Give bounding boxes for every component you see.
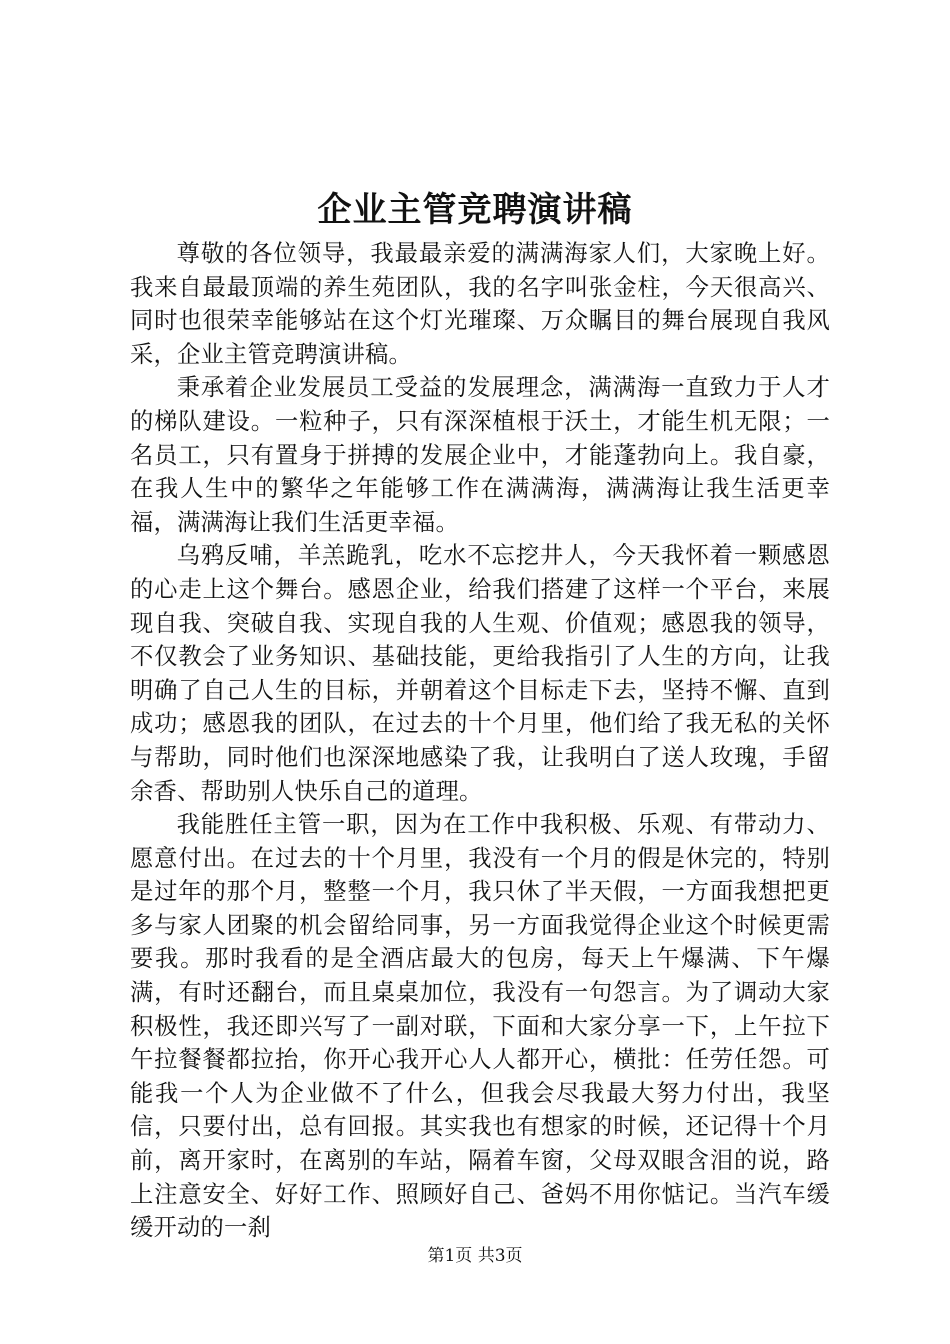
document-title: 企业主管竞聘演讲稿 (317, 190, 633, 230)
document-body (130, 237, 830, 1245)
page-footer: 第1页 共3页 (427, 1246, 523, 1266)
paragraph-4: 我能胜任主管一职，因为在工作中我积极、乐观、有带动力、愿意付出。在过去的十个月里，我没有一个月的假是休完的，特别是过年的那个月，整整一个月，我只休了半天假，一方面我想把更多与家人团聚的机会留给同事，另一方面我觉得企业这个时候更需要我。那时我看的是全酒店最大的包房，每天上午爆满、下午爆满，有时还翻台，而且桌桌加位，我没有一句怨言。为了调动大家积极性，我还即兴写了一副对联，下面和大家分享一下，上午拉下午拉餐餐都拉抬，你开心我开心人人都开心，横批：任劳任怨。可能我一个人为企业做不了什么，但我会尽我最大努力付出，我坚信，只要付出，总有回报。其实我也有想家的时候，还记得十个月前，离开家时，在离别的车站，隔着车窗，父母双眼含泪的说，路上注意安全、好好工作、照顾好自己、爸妈不用你惦记。当汽车缓缓开动的一刹 (130, 811, 830, 1242)
paragraph-3: 乌鸦反哺，羊羔跪乳，吃水不忘挖井人，今天我怀着一颗感恩的心走上这个舞台。感恩企业，给我们搭建了这样一个平台，来展现自我、突破自我、实现自我的人生观、价值观；感恩我的领导，不仅教会了业务知识、基础技能，更给我指引了人生的方向，让我明确了自己人生的目标，并朝着这个目标走下去，坚持不懈、直到成功；感恩我的团队，在过去的十个月里，他们给了我无私的关怀与帮助，同时他们也深深地感染了我，让我明白了送人玫瑰，手留余香、帮助别人快乐自己的道理。 (130, 542, 830, 805)
paragraph-1: 尊敬的各位领导，我最最亲爱的满满海家人们，大家晚上好。我来自最最顶端的养生苑团队，我的名字叫张金柱，今天很高兴、同时也很荣幸能够站在这个灯光璀璨、万众瞩目的舞台展现自我风采，企业主管竞聘演讲稿。 (130, 240, 830, 368)
paragraph-2: 秉承着企业发展员工受益的发展理念，满满海一直致力于人才的梯队建设。一粒种子，只有深深植根于沃土，才能生机无限；一名员工，只有置身于拼搏的发展企业中，才能蓬勃向上。我自豪，在我人生中的繁华之年能够工作在满满海，满满海让我生活更幸福，满满海让我们生活更幸福。 (130, 374, 830, 536)
